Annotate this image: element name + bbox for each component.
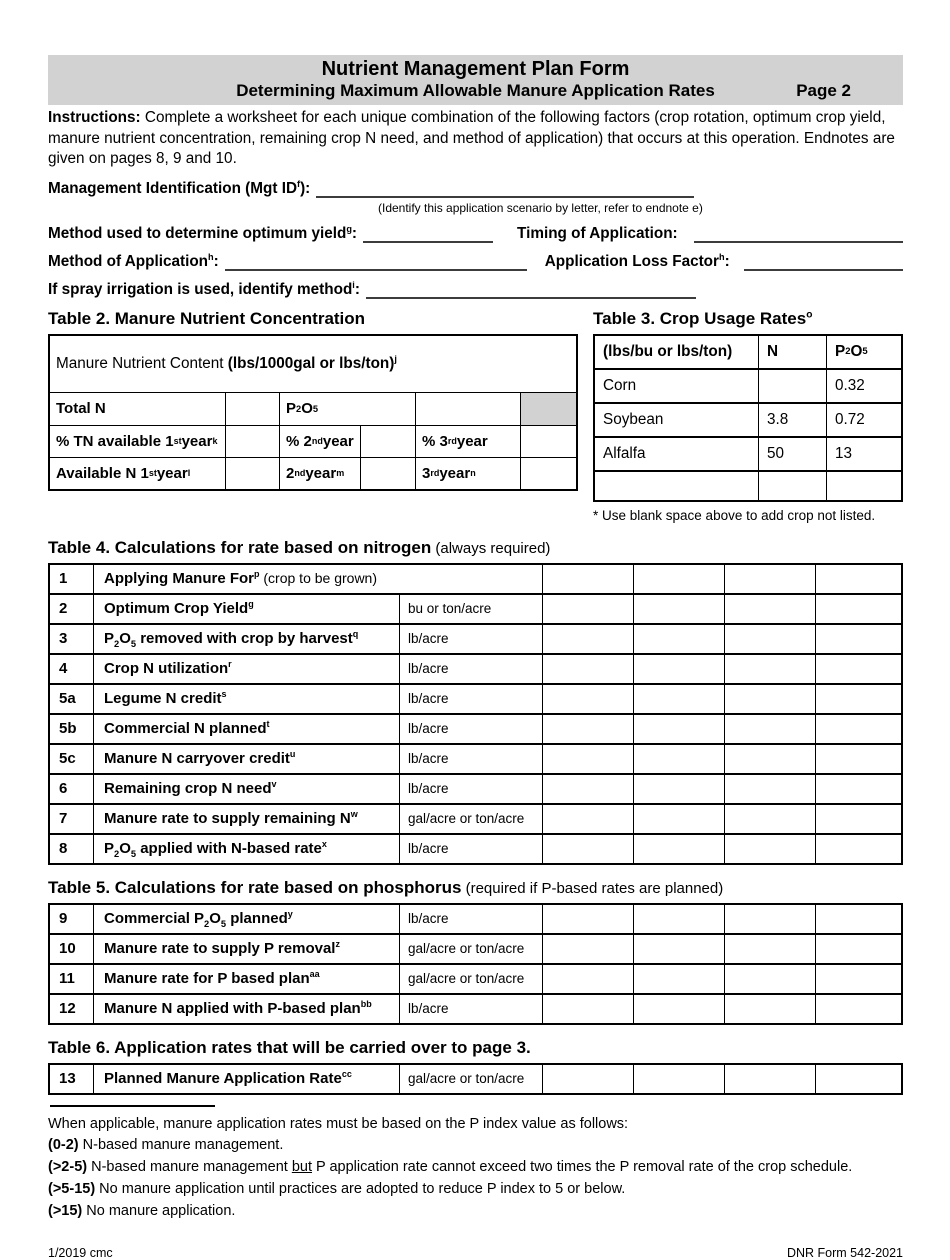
pct-3rd-year-value-cell[interactable] bbox=[521, 426, 576, 457]
table-row bbox=[50, 993, 901, 1023]
row-number-cell: 1 bbox=[50, 565, 94, 593]
row-number-cell: 5a bbox=[50, 685, 94, 713]
value-cell[interactable] bbox=[634, 595, 725, 623]
value-cell[interactable] bbox=[634, 715, 725, 743]
row-label-cell: Manure rate to supply remaining $N^w$ bbox=[94, 805, 400, 833]
pct-2nd-year-value-cell[interactable] bbox=[361, 426, 416, 457]
unit-cell: lb/acre bbox=[400, 655, 543, 683]
value-cell[interactable] bbox=[725, 685, 816, 713]
unit-cell: lb/acre bbox=[400, 995, 543, 1023]
total-n-value-cell[interactable] bbox=[226, 393, 280, 425]
value-cell[interactable] bbox=[725, 835, 816, 863]
value-cell[interactable] bbox=[816, 995, 901, 1023]
form-subtitle: Determining Maximum Allowable Manure Application Rates bbox=[236, 81, 715, 100]
table-row bbox=[50, 773, 901, 803]
tn-available-value-cell[interactable] bbox=[226, 426, 280, 457]
value-cell[interactable] bbox=[725, 625, 816, 653]
unit-cell: lb/acre bbox=[400, 745, 543, 773]
value-cell[interactable] bbox=[634, 835, 725, 863]
p-index-item bbox=[48, 1201, 903, 1223]
crop-rate-cell: 3.8 bbox=[759, 404, 827, 436]
row-label-cell: Applying Manure For$^p$ (crop to be grown) bbox=[94, 565, 543, 593]
p-index-item bbox=[48, 1135, 903, 1157]
table4-title bbox=[48, 538, 903, 558]
row-number-cell: 10 bbox=[50, 935, 94, 963]
loss-factor-label: Application Loss Factor$^h$: bbox=[544, 251, 730, 270]
value-cell[interactable] bbox=[634, 1065, 725, 1093]
form-number: DNR Form 542-2021 bbox=[786, 1246, 903, 1260]
row-label-cell: Manure rate to supply P removal$^z$ bbox=[94, 935, 400, 963]
instructions-lead: Instructions: bbox=[48, 109, 141, 127]
table3-header-row bbox=[595, 336, 901, 368]
crop-rate-cell[interactable] bbox=[827, 472, 901, 500]
crop-name-cell[interactable] bbox=[595, 472, 759, 500]
value-cell[interactable] bbox=[725, 595, 816, 623]
revision-date: 1/2019 cmc bbox=[48, 1246, 113, 1260]
tn-available-label-cell: % TN available 1 st year k bbox=[50, 426, 226, 457]
value-cell[interactable] bbox=[725, 965, 816, 993]
value-cell[interactable] bbox=[725, 715, 816, 743]
p-index-text: N-based manure management but P application rate cannot exceed two times the P removal rate of the crop schedule. bbox=[87, 1159, 853, 1175]
mgt-id-input-line[interactable] bbox=[316, 179, 694, 198]
available-n-value-cell[interactable] bbox=[226, 458, 280, 489]
p-index-intro: When applicable, manure application rates must be based on the P index value as follows: bbox=[48, 1115, 629, 1132]
value-cell[interactable] bbox=[725, 775, 816, 803]
value-cell[interactable] bbox=[543, 565, 634, 593]
table-row bbox=[50, 683, 901, 713]
timing-input-line[interactable] bbox=[694, 224, 903, 243]
value-cell[interactable] bbox=[816, 715, 901, 743]
row-number-cell: 7 bbox=[50, 805, 94, 833]
table-row bbox=[50, 743, 901, 773]
value-cell[interactable] bbox=[816, 1065, 901, 1093]
table4-title-note: (always required) bbox=[431, 539, 551, 557]
row-label-cell: $P_2O_5$ applied with N-based rate$^x$ bbox=[94, 835, 400, 863]
row-label-cell: Optimum Crop Yield$^g$ bbox=[94, 595, 400, 623]
row-label-cell: Manure N applied with P-based plan$^{bb}$ bbox=[94, 995, 400, 1023]
table-row bbox=[50, 803, 901, 833]
crop-rate-cell: 0.32 bbox=[835, 376, 865, 394]
value-cell[interactable] bbox=[816, 965, 901, 993]
unit-cell: lb/acre bbox=[400, 685, 543, 713]
value-cell[interactable] bbox=[816, 565, 901, 593]
pct-3rd-year-label-cell: % 3 rd year bbox=[416, 426, 521, 457]
unit-cell: lb/acre bbox=[400, 835, 543, 863]
table5-title-note: (required if P-based rates are planned) bbox=[461, 879, 724, 897]
value-cell[interactable] bbox=[634, 965, 725, 993]
crop-rate-cell[interactable] bbox=[759, 370, 827, 402]
table3-header-cell: (lbs/bu or lbs/ton) bbox=[595, 336, 759, 368]
value-cell[interactable] bbox=[816, 655, 901, 683]
crop-name-cell: Alfalfa bbox=[595, 438, 759, 470]
unit-cell: lb/acre bbox=[400, 625, 543, 653]
value-cell[interactable] bbox=[816, 805, 901, 833]
row-number-cell: 13 bbox=[50, 1065, 94, 1093]
value-cell[interactable] bbox=[816, 685, 901, 713]
value-cell[interactable] bbox=[634, 565, 725, 593]
table-row bbox=[50, 933, 901, 963]
application-method-input-line[interactable] bbox=[225, 252, 527, 271]
value-cell[interactable] bbox=[725, 1065, 816, 1093]
p-index-range: (0-2) bbox=[48, 1137, 79, 1154]
row-number-cell: 6 bbox=[50, 775, 94, 803]
table6-title-bold: Table 6. Application rates that will be carried over to page 3. bbox=[48, 1037, 531, 1057]
value-cell[interactable] bbox=[543, 595, 634, 623]
row-number-cell: 11 bbox=[50, 965, 94, 993]
table4-title-bold: Table 4. Calculations for rate based on nitrogen bbox=[48, 537, 432, 557]
value-cell[interactable] bbox=[634, 685, 725, 713]
table5 bbox=[48, 903, 903, 1025]
value-cell[interactable] bbox=[725, 995, 816, 1023]
pct-2nd-year-label-cell: % 2 nd year bbox=[280, 426, 361, 457]
table3-row bbox=[595, 436, 901, 470]
table2 bbox=[48, 334, 578, 491]
value-cell[interactable] bbox=[725, 935, 816, 963]
spray-method-label: If spray irrigation is used, identify method$^i$: bbox=[48, 279, 360, 298]
row-number-cell: 4 bbox=[50, 655, 94, 683]
row-label-cell: Commercial $P_2O_5$ planned$^y$ bbox=[94, 905, 400, 933]
timing-label: Timing of Application: bbox=[517, 224, 678, 242]
row-number-cell: 2 bbox=[50, 595, 94, 623]
row-number-cell: 9 bbox=[50, 905, 94, 933]
value-cell[interactable] bbox=[634, 775, 725, 803]
crop-rate-cell: 50 bbox=[759, 438, 827, 470]
shaded-cell bbox=[521, 393, 576, 425]
value-cell[interactable] bbox=[543, 965, 634, 993]
table6-title bbox=[48, 1038, 903, 1058]
unit-cell: lb/acre bbox=[400, 715, 543, 743]
value-cell[interactable] bbox=[634, 655, 725, 683]
row-label-cell: Planned Manure Application Rate$^{cc}$ bbox=[94, 1065, 400, 1093]
3rd-year-value-cell[interactable] bbox=[521, 458, 576, 489]
row-number-cell: 5b bbox=[50, 715, 94, 743]
table-row bbox=[50, 713, 901, 743]
page-header-band bbox=[48, 55, 903, 105]
value-cell[interactable] bbox=[816, 745, 901, 773]
spray-method-input-line[interactable] bbox=[366, 280, 696, 299]
row-label-cell: $P_2O_5$ removed with crop by harvest$^q$ bbox=[94, 625, 400, 653]
table-row bbox=[50, 593, 901, 623]
value-cell[interactable] bbox=[543, 935, 634, 963]
p-index-notes bbox=[48, 1114, 903, 1223]
p-index-item bbox=[48, 1157, 903, 1179]
application-method-label: Method of Application$^h$: bbox=[48, 251, 219, 270]
crop-name-cell: Soybean bbox=[595, 404, 759, 436]
total-n-label-cell: Total N bbox=[50, 393, 226, 425]
table-row bbox=[50, 565, 901, 593]
row-number-cell: 3 bbox=[50, 625, 94, 653]
table-row bbox=[50, 1065, 901, 1093]
table3-row bbox=[595, 368, 901, 402]
p-index-text: No manure application until practices are adopted to reduce P index to 5 or below. bbox=[95, 1180, 626, 1197]
value-cell[interactable] bbox=[816, 775, 901, 803]
unit-cell: gal/acre or ton/acre bbox=[400, 1065, 543, 1093]
table5-title-bold: Table 5. Calculations for rate based on phosphorus bbox=[48, 877, 462, 897]
table3 bbox=[593, 334, 903, 502]
value-cell[interactable] bbox=[816, 595, 901, 623]
table3-note: * Use blank space above to add crop not listed. bbox=[593, 507, 876, 523]
value-cell[interactable] bbox=[543, 835, 634, 863]
unit-cell: gal/acre or ton/acre bbox=[400, 805, 543, 833]
p2o5-label-cell: P 2 O 5 bbox=[280, 393, 416, 425]
value-cell[interactable] bbox=[543, 685, 634, 713]
value-cell[interactable] bbox=[634, 745, 725, 773]
value-cell[interactable] bbox=[543, 805, 634, 833]
value-cell[interactable] bbox=[543, 1065, 634, 1093]
value-cell[interactable] bbox=[725, 905, 816, 933]
table3-title: Table 3. Crop Usage Rates$^o$ bbox=[593, 308, 813, 328]
value-cell[interactable] bbox=[543, 995, 634, 1023]
row-label-cell: Manure rate for P based plan$^{aa}$ bbox=[94, 965, 400, 993]
table3-header-cell: N bbox=[759, 336, 827, 368]
value-cell[interactable] bbox=[725, 805, 816, 833]
optimum-yield-method-input-line[interactable] bbox=[363, 224, 493, 243]
unit-cell: lb/acre bbox=[400, 775, 543, 803]
unit-cell: gal/acre or ton/acre bbox=[400, 935, 543, 963]
table-row bbox=[50, 963, 901, 993]
value-cell[interactable] bbox=[543, 625, 634, 653]
row-label-note: (crop to be grown) bbox=[259, 570, 377, 586]
table2-content-cell bbox=[50, 336, 576, 392]
row-label-cell: Remaining crop N need$^v$ bbox=[94, 775, 400, 803]
value-cell[interactable] bbox=[816, 835, 901, 863]
table6 bbox=[48, 1063, 903, 1095]
unit-cell: lb/acre bbox=[400, 905, 543, 933]
p-index-range: (>5-15) bbox=[48, 1180, 96, 1197]
value-cell[interactable] bbox=[816, 935, 901, 963]
row-label-cell: Crop N utilization$^r$ bbox=[94, 655, 400, 683]
table4 bbox=[48, 563, 903, 865]
table3-row bbox=[595, 470, 901, 500]
p-index-item bbox=[48, 1179, 903, 1201]
table5-title bbox=[48, 878, 903, 898]
value-cell[interactable] bbox=[725, 745, 816, 773]
row-number-cell: 5c bbox=[50, 745, 94, 773]
p-index-text: N-based manure management. bbox=[78, 1137, 284, 1154]
table-row bbox=[50, 623, 901, 653]
value-cell[interactable] bbox=[634, 905, 725, 933]
instructions-paragraph bbox=[48, 108, 903, 169]
crop-rate-cell[interactable] bbox=[759, 472, 827, 500]
table3-header-cell: P 2 O 5 bbox=[835, 342, 868, 360]
row-label-cell: Legume N credit$^s$ bbox=[94, 685, 400, 713]
row-label-cell: Manure N carryover credit$^u$ bbox=[94, 745, 400, 773]
value-cell[interactable] bbox=[725, 655, 816, 683]
row-number-cell: 12 bbox=[50, 995, 94, 1023]
optimum-yield-method-label: Method used to determine optimum yield$^g$: bbox=[48, 223, 358, 242]
p-index-range: (>2-5) bbox=[48, 1159, 88, 1175]
value-cell[interactable] bbox=[543, 655, 634, 683]
2nd-year-label-cell: 2 nd year m bbox=[280, 458, 361, 489]
crop-name-cell: Corn bbox=[595, 370, 759, 402]
value-cell[interactable] bbox=[543, 775, 634, 803]
table-row bbox=[50, 833, 901, 863]
value-cell[interactable] bbox=[543, 745, 634, 773]
value-cell[interactable] bbox=[634, 935, 725, 963]
value-cell[interactable] bbox=[816, 625, 901, 653]
p-index-range: (>15) bbox=[48, 1202, 83, 1219]
value-cell[interactable] bbox=[634, 805, 725, 833]
value-cell[interactable] bbox=[543, 715, 634, 743]
p-index-text: No manure application. bbox=[82, 1202, 236, 1219]
row-number-cell: 8 bbox=[50, 835, 94, 863]
table2-title: Table 2. Manure Nutrient Concentration bbox=[48, 308, 366, 328]
value-cell[interactable] bbox=[725, 565, 816, 593]
crop-rate-cell: 0.72 bbox=[835, 410, 865, 428]
2nd-year-value-cell[interactable] bbox=[361, 458, 416, 489]
p2o5-value-cell[interactable] bbox=[416, 393, 521, 425]
page-number: Page 2 bbox=[796, 81, 851, 101]
table2-content-units: (lbs/1000gal or lbs/ton)$^j$ bbox=[227, 353, 397, 372]
unit-cell: gal/acre or ton/acre bbox=[400, 965, 543, 993]
value-cell[interactable] bbox=[816, 905, 901, 933]
instructions-text: Complete a worksheet for each unique combination of the following factors (crop rotation, optimum crop yield, manure nutrient concentration, remaining crop N need, and method of application) that occurs at this operation. Endnotes are given on pages 8, 9 and 10. bbox=[48, 109, 895, 167]
unit-cell: bu or ton/acre bbox=[400, 595, 543, 623]
form-title: Nutrient Management Plan Form bbox=[321, 58, 630, 80]
value-cell[interactable] bbox=[634, 625, 725, 653]
mgt-id-caption: (Identify this application scenario by letter, refer to endnote e) bbox=[378, 200, 703, 215]
crop-rate-cell: 13 bbox=[835, 444, 853, 462]
loss-factor-input-line[interactable] bbox=[744, 252, 903, 271]
value-cell[interactable] bbox=[634, 995, 725, 1023]
value-cell[interactable] bbox=[543, 905, 634, 933]
mgt-id-label: Management Identification (Mgt $ID^f$): bbox=[48, 178, 311, 197]
footnote-divider bbox=[50, 1105, 215, 1107]
available-n-label-cell: Available N 1 st year l bbox=[50, 458, 226, 489]
3rd-year-label-cell: 3 rd year n bbox=[416, 458, 521, 489]
table2-content-normal: Manure Nutrient Content bbox=[56, 354, 228, 372]
table-row bbox=[50, 653, 901, 683]
row-label-cell: Commercial N planned$^t$ bbox=[94, 715, 400, 743]
table-row bbox=[50, 905, 901, 933]
table3-row bbox=[595, 402, 901, 436]
